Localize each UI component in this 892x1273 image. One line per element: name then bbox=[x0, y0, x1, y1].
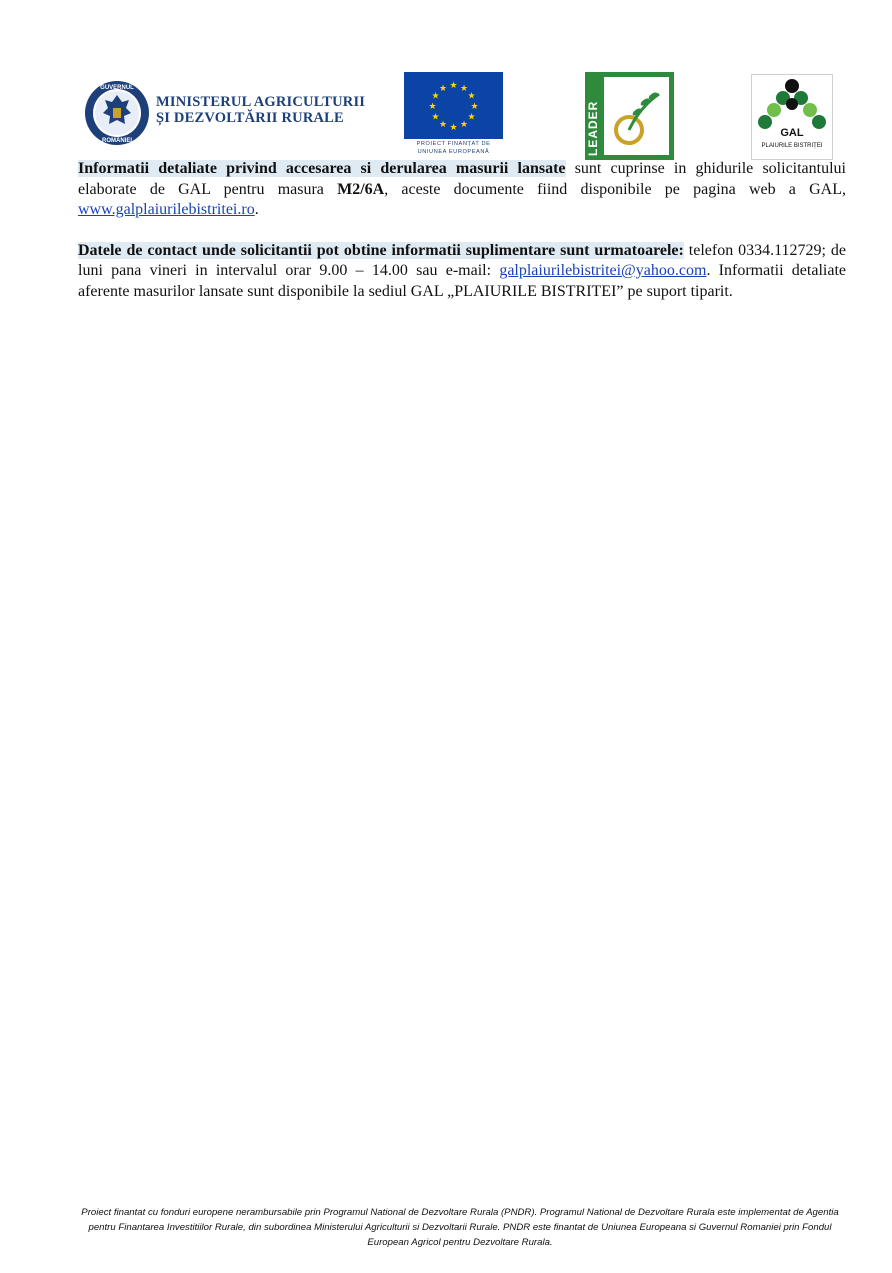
paragraph-2-text-2: . Informatii detaliate aferente masurilor lansate sunt disponibile la sediul GAL „PLAIURILE BISTRITEI” pe suport tiparit. bbox=[78, 262, 846, 300]
svg-text:★: ★ bbox=[449, 81, 458, 91]
paragraph-1-lead: Informatii detaliate privind accesarea si derularea masurii lansate bbox=[78, 160, 566, 177]
gal-logo bbox=[751, 74, 833, 160]
eu-caption bbox=[404, 140, 503, 156]
paragraph-1-text-1: sunt cuprinse in ghidurile solicitantului elaborate de GAL pentru masura bbox=[78, 160, 846, 198]
measure-code: M2/6A bbox=[337, 180, 385, 198]
paragraph-2-lead: Datele de contact unde solicitantii pot obtine informatii suplimentare sunt urmatoarele: bbox=[78, 241, 684, 259]
paragraph-1-end: . bbox=[254, 201, 259, 218]
eu-caption-line-1: PROIECT FINANȚAT DE bbox=[416, 141, 491, 147]
leader-logo-icon bbox=[585, 72, 674, 160]
svg-text:★: ★ bbox=[431, 112, 440, 123]
ministry-line-2: ȘI DEZVOLTĂRII RURALE bbox=[156, 110, 344, 126]
gal-label: GAL bbox=[780, 127, 804, 139]
paragraph-2-text-1: telefon 0334.112729; de luni pana vineri in intervalul orar 9.00 – 14.00 sau e-mail: bbox=[78, 241, 847, 279]
svg-text:★: ★ bbox=[467, 112, 476, 123]
paragraph-measure-info bbox=[78, 159, 846, 221]
seal-top-text: GUVERNUL bbox=[100, 85, 134, 91]
eu-caption-line-2: UNIUNEA EUROPEANĂ bbox=[417, 149, 490, 155]
ministry-logo bbox=[84, 80, 366, 146]
document-body bbox=[78, 159, 846, 302]
ministry-line-1: MINISTERUL AGRICULTURII bbox=[156, 94, 366, 110]
svg-text:★: ★ bbox=[459, 120, 469, 130]
svg-text:★: ★ bbox=[449, 123, 458, 133]
svg-text:★: ★ bbox=[428, 102, 437, 112]
paragraph-1-text-2: , aceste documente fiind disponibile pe pagina web a GAL, bbox=[384, 180, 846, 198]
paragraph-contact-info bbox=[78, 241, 846, 303]
svg-text:★: ★ bbox=[431, 91, 440, 102]
leader-text: LEADER bbox=[586, 100, 600, 156]
svg-text:★: ★ bbox=[470, 102, 479, 112]
email-link[interactable]: galplaiurilebistritei@yahoo.com bbox=[499, 262, 707, 279]
eu-logo bbox=[404, 72, 503, 155]
svg-text:★: ★ bbox=[459, 84, 469, 94]
seal-bottom-text: ROMÂNIEI bbox=[102, 138, 132, 144]
funding-footer: Proiect finantat cu fonduri europene nerambursabile prin Programul National de Dezvoltare Rurala (PNDR). Programul National de Dezvoltare Rurala este implementat de Agentia pentru Finantarea Investitiilor Rurale, din subordinea Ministerului Agriculturii si Dezvoltarii Rurale. PNDR este finantat de Uniunea Europeana si Guvernul Romaniei prin Fondul European Agricol pentru Dezvoltare Rurala. bbox=[81, 1207, 839, 1248]
svg-text:★: ★ bbox=[438, 84, 448, 94]
gal-subtitle: PLAIURILE BISTRIȚEI bbox=[761, 143, 823, 149]
eu-flag-icon bbox=[404, 72, 503, 139]
svg-text:★: ★ bbox=[467, 91, 476, 102]
svg-text:★: ★ bbox=[438, 120, 448, 130]
government-seal-icon bbox=[84, 80, 150, 146]
ministry-name bbox=[156, 94, 365, 126]
website-link[interactable]: www.galplaiurilebistritei.ro bbox=[78, 201, 255, 218]
header-logos bbox=[0, 0, 892, 156]
